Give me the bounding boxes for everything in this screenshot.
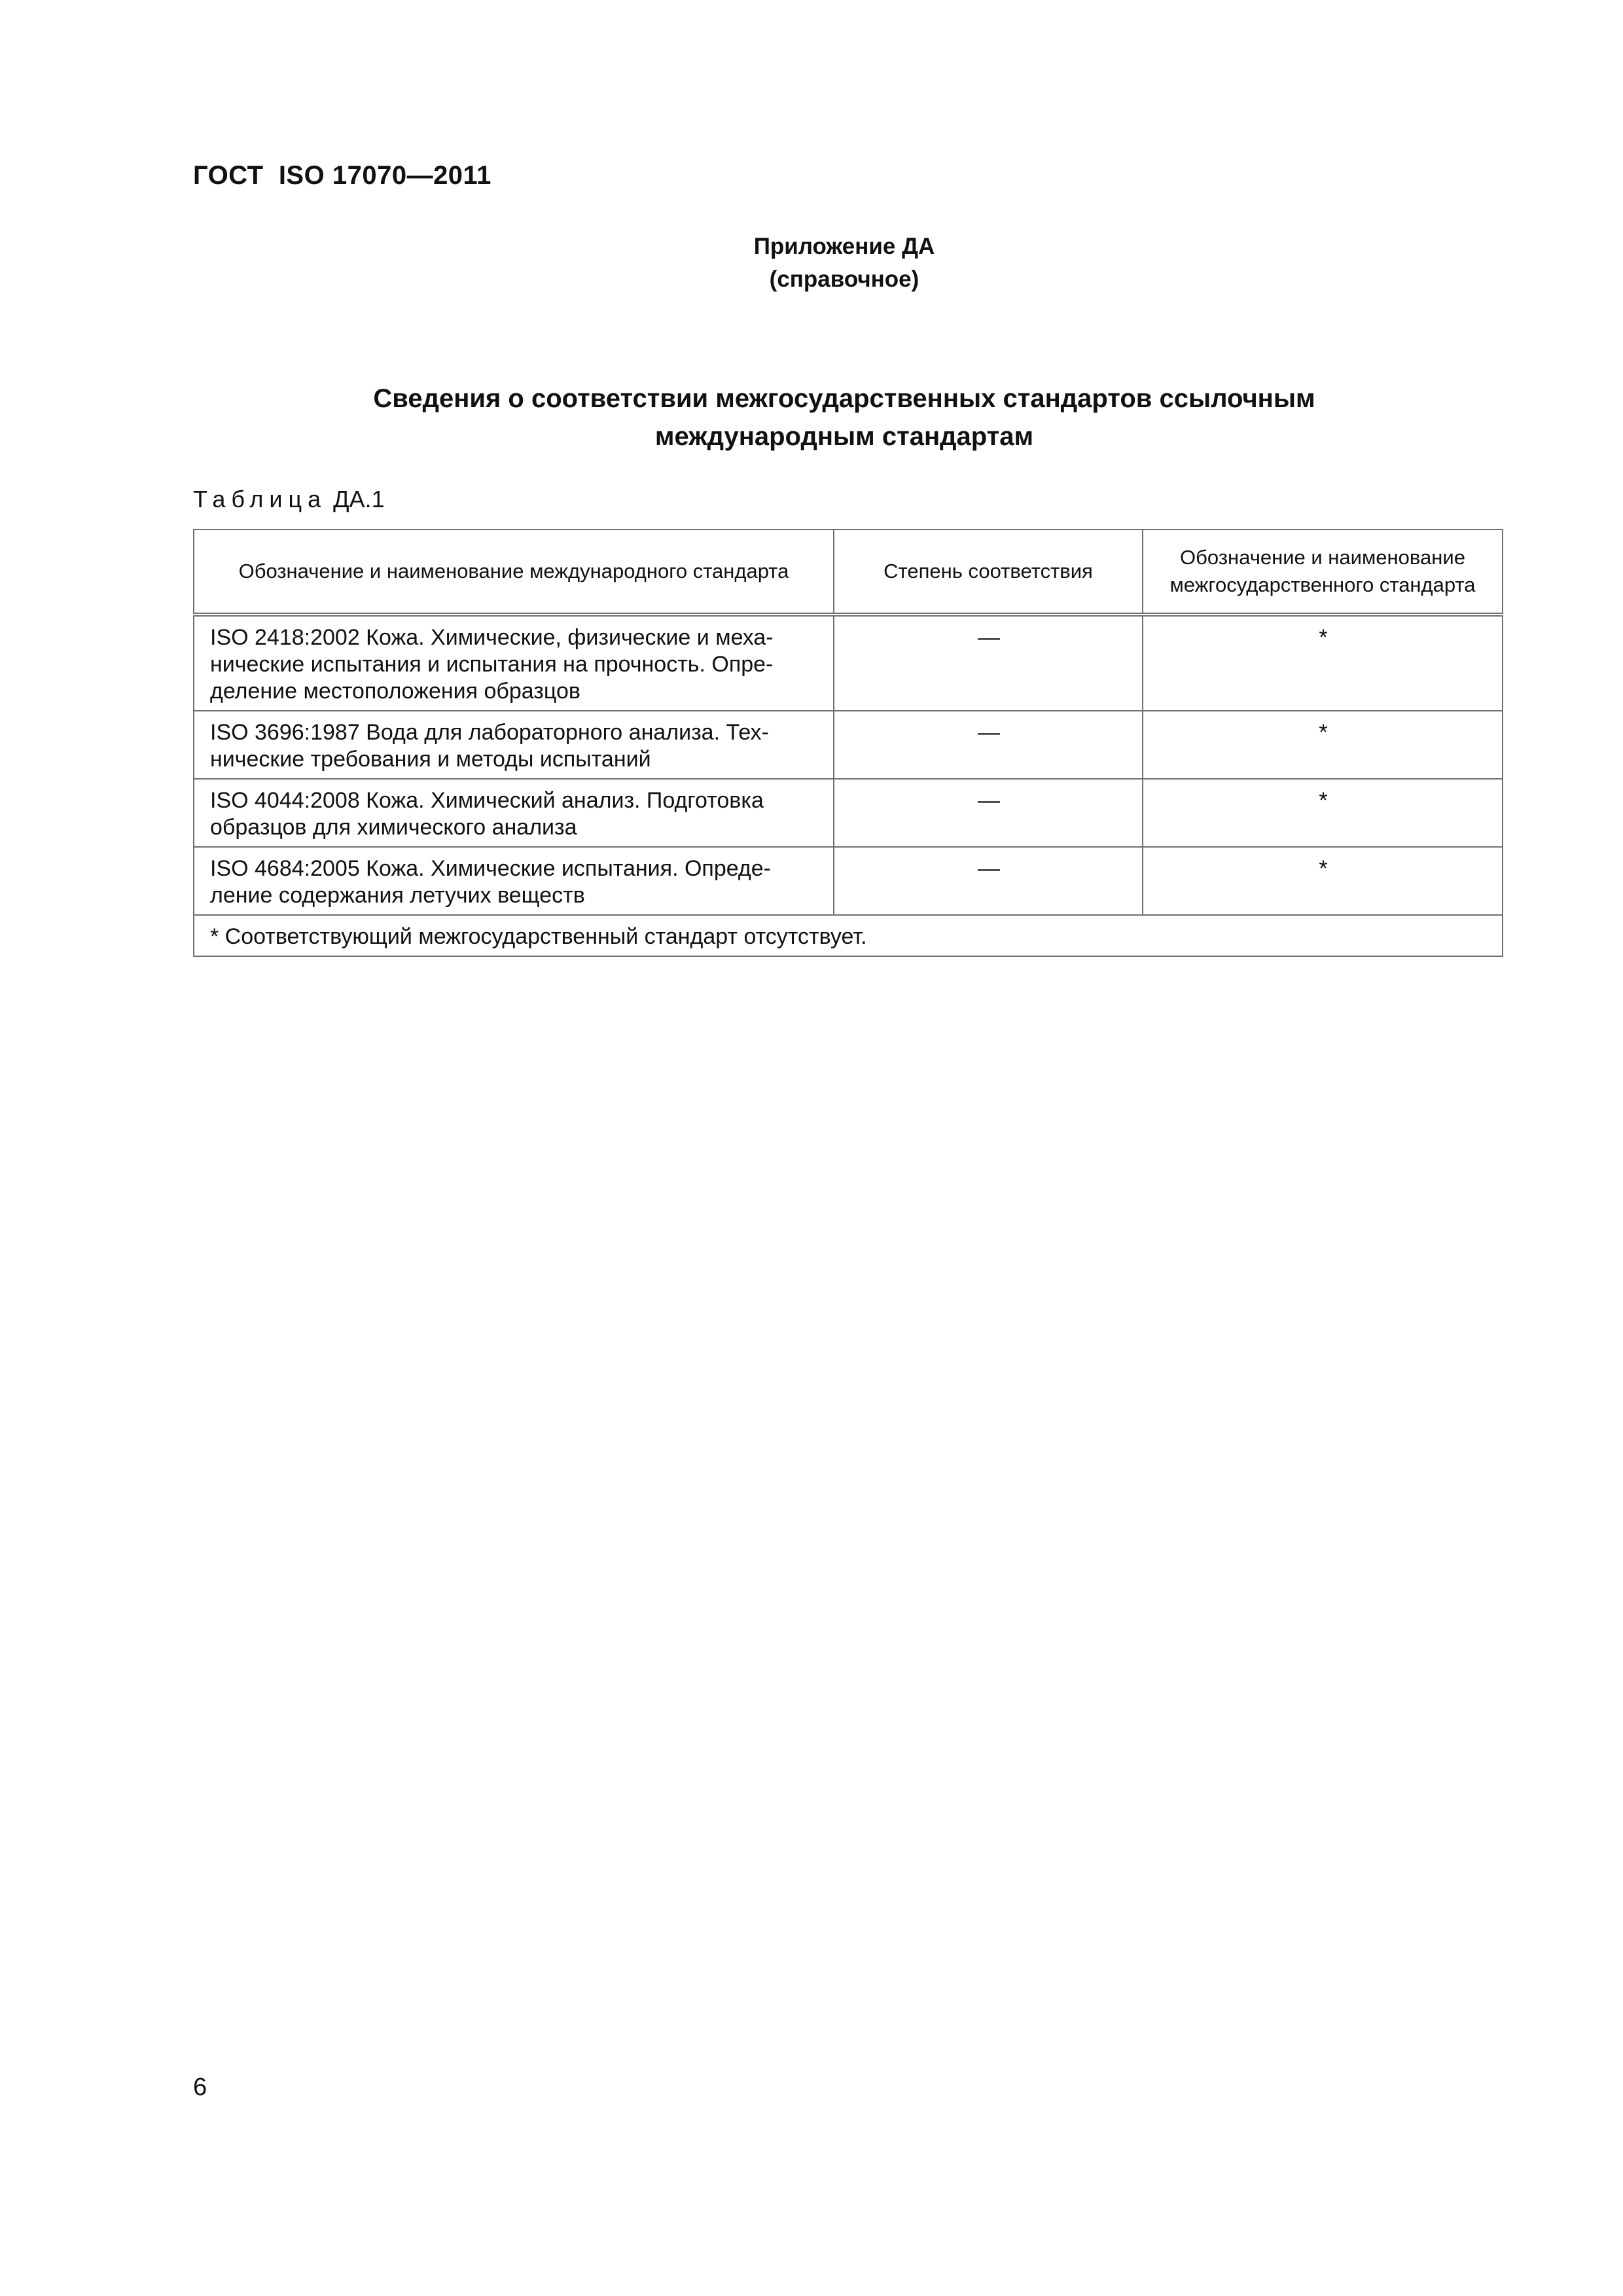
interstate-standard-cell: * — [1143, 847, 1503, 915]
section-title-line: Сведения о соответствии межгосударственных стандартов ссылочным — [373, 384, 1315, 413]
table-row — [194, 847, 1503, 915]
cell-line: ление содержания летучих веществ — [210, 883, 585, 908]
international-standard-cell — [194, 779, 834, 847]
interstate-standard-cell: * — [1143, 615, 1503, 711]
degree-cell: — — [834, 779, 1143, 847]
section-title — [262, 380, 1427, 456]
interstate-standard-cell: * — [1143, 711, 1503, 779]
table-footnote-row — [194, 915, 1503, 956]
table-row — [194, 711, 1503, 779]
international-standard-cell — [194, 711, 834, 779]
column-header-interstate-standard: Обозначение и наименование межгосударственного стандарта — [1143, 529, 1503, 615]
standards-table — [193, 529, 1503, 957]
section-title-line: международным стандартам — [654, 422, 1034, 451]
cell-line: ISO 4684:2005 Кожа. Химические испытания. Опреде- — [210, 856, 771, 881]
table-caption — [193, 486, 385, 513]
page-number: 6 — [193, 2073, 207, 2101]
cell-line: нические требования и методы испытаний — [210, 747, 651, 772]
table-caption-word: Таблица — [193, 486, 327, 512]
column-header-degree: Степень соответствия — [834, 529, 1143, 615]
appendix-title: Приложение ДА — [753, 234, 935, 259]
appendix-type: (справочное) — [769, 266, 919, 292]
cell-line: образцов для химического анализа — [210, 815, 577, 840]
cell-line: ISO 4044:2008 Кожа. Химический анализ. Подготовка — [210, 788, 764, 813]
cell-line: ISO 2418:2002 Кожа. Химические, физические и меха- — [210, 625, 774, 650]
table-footnote: * Соответствующий межгосударственный стандарт отсутствует. — [194, 915, 1503, 956]
appendix-heading — [654, 230, 1034, 296]
table-row — [194, 779, 1503, 847]
cell-line: деление местоположения образцов — [210, 679, 580, 704]
interstate-standard-cell: * — [1143, 779, 1503, 847]
cell-line: ISO 3696:1987 Вода для лабораторного анализа. Тех- — [210, 720, 769, 745]
international-standard-cell — [194, 615, 834, 711]
international-standard-cell — [194, 847, 834, 915]
table-caption-number: ДА.1 — [333, 486, 385, 512]
degree-cell: — — [834, 847, 1143, 915]
column-header-international-standard: Обозначение и наименование международного стандарта — [194, 529, 834, 615]
table-row — [194, 615, 1503, 711]
degree-cell: — — [834, 711, 1143, 779]
document-header: ГОСТ ISO 17070—2011 — [193, 161, 491, 190]
degree-cell: — — [834, 615, 1143, 711]
cell-line: нические испытания и испытания на прочность. Опре- — [210, 652, 774, 677]
table-header-row — [194, 529, 1503, 615]
